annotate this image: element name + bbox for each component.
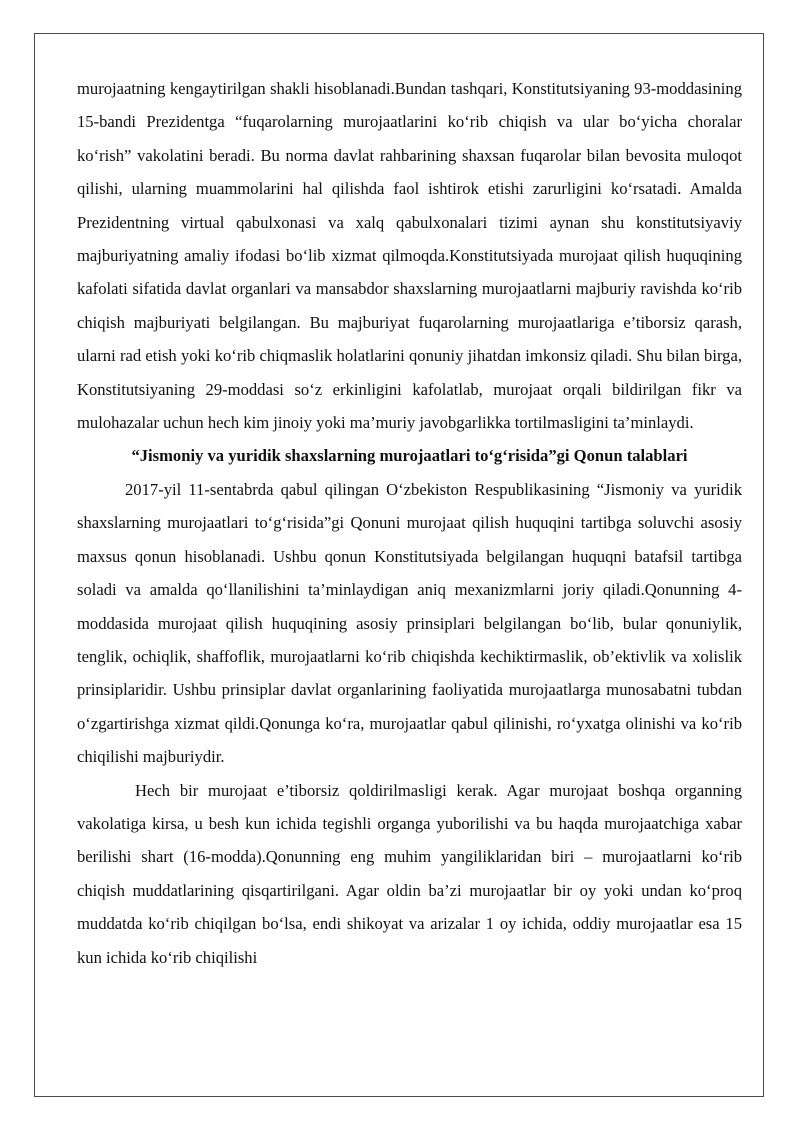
paragraph-review-deadlines: Hech bir murojaat e’tiborsiz qoldirilmasligi kerak. Agar murojaat boshqa organning vakolatiga kirsa, u besh kun ichida tegishli organga yuborilishi va bu haqda murojaatchiga xabar berilishi shart (16-modda).Qonunning eng muhim yangiliklaridan biri – murojaatlarni ko‘rib chiqish muddatlarining qisqartirilgani. Agar oldin ba’zi murojaatlar bir oy yoki undan ko‘proq muddatda ko‘rib chiqilgan bo‘lsa, endi shikoyat va arizalar 1 oy ichida, oddiy murojaatlar esa 15 kun ichida ko‘rib chiqilishi — [77, 780, 742, 967]
section-heading-law-requirements: “Jismoniy va yuridik shaxslarning murojaatlari to‘g‘risida”gi Qonun talablari — [131, 446, 688, 466]
paragraph-constitution-guarantees: murojaatning kengaytirilgan shakli hisoblanadi.Bundan tashqari, Konstitutsiyaning 93-moddasining 15-bandi Prezidentga “fuqarolarning murojaatlarini ko‘rib chiqish va ular bo‘yicha choralar ko‘rish” vakolatini beradi. Bu norma davlat rahbarining shaxsan fuqarolar bilan bevosita muloqot qilishi, ularning muammolarini hal qilishda faol ishtirok etishi zarurligini ko‘rsatadi. Amalda Prezidentning virtual qabulxonasi va xalq qabulxonalari tizimi aynan shu konstitutsiyaviy majburiyatning amaliy ifodasi bo‘lib xizmat qilmoqda.Konstitutsiyada murojaat qilish huquqining kafolati sifatida davlat organlari va mansabdor shaxslarning murojaatlarni majburiy ravishda ko‘rib chiqish majburiyati belgilangan. Bu majburiyat fuqarolarning murojaatlariga e’tiborsiz qarash, ularni rad etish yoki ko‘rib chiqmaslik holatlarini qonuniy jihatdan imkonsiz qiladi. Shu bilan birga, Konstitutsiyaning 29-moddasi so‘z erkinligini kafolatlab, murojaat orqali bildirilgan fikr va mulohazalar uchun hech kim jinoiy yoki ma’muriy javobgarlikka tortilmasligini ta’minlaydi. — [77, 79, 742, 433]
document-body — [77, 72, 742, 974]
paragraph-law-principles: 2017-yil 11-sentabrda qabul qilingan O‘zbekiston Respublikasining “Jismoniy va yuridik shaxslarning murojaatlari to‘g‘risida”gi Qonuni murojaat qilish huquqini tartibga soluvchi asosiy maxsus qonun hisoblanadi. Ushbu qonun Konstitutsiyada belgilangan huquqni batafsil tartibga soladi va amalda qo‘llanilishini ta’minlaydigan aniq mexanizmlarni joriy qiladi.Qonunning 4-moddasida murojaat qilish huquqining asosiy prinsiplari belgilangan bo‘lib, bular qonuniylik, tenglik, ochiqlik, shaffoflik, murojaatlarni ko‘rib chiqishda kechiktirmaslik, ob’ektivlik va xolislik prinsiplaridir. Ushbu prinsiplar davlat organlarining faoliyatida murojaatlarga munosabatni tubdan o‘zgartirishga xizmat qildi.Qonunga ko‘ra, murojaatlar qabul qilinishi, ro‘yxatga olinishi va ko‘rib chiqilishi majburiydir. — [77, 479, 742, 767]
